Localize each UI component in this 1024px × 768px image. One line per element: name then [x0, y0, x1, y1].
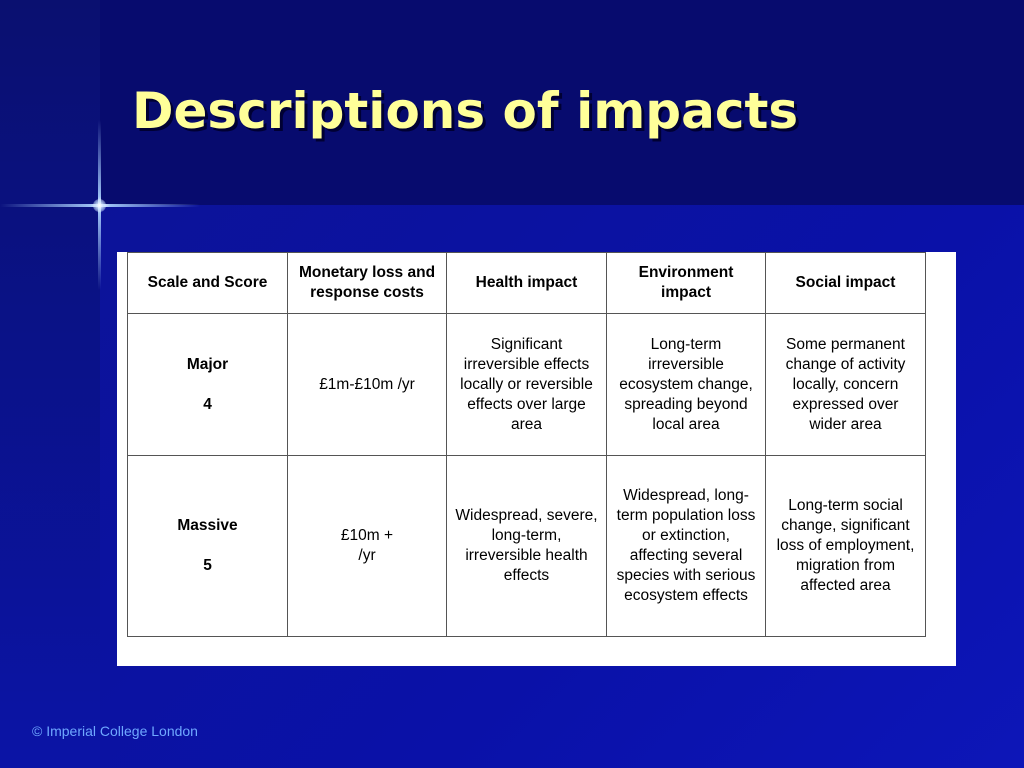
cell-health: Widespread, severe, long-term, irreversible health effects [447, 456, 607, 637]
cell-social: Long-term social change, significant loss of employment, migration from affected area [766, 456, 926, 637]
header-monetary-loss: Monetary loss and response costs [288, 253, 447, 314]
cell-health: Significant irreversible effects locally or reversible effects over large area [447, 314, 607, 456]
table-panel [117, 252, 956, 666]
table-header-row [128, 253, 926, 314]
header-environment-impact: Environment impact [607, 253, 766, 314]
score-value: 4 [203, 395, 212, 413]
header-social-impact: Social impact [766, 253, 926, 314]
table-row [128, 456, 926, 637]
cell-environment: Long-term irreversible ecosystem change, spreading beyond local area [607, 314, 766, 456]
table-row [128, 314, 926, 456]
scale-label: Massive [177, 517, 238, 534]
impacts-table [127, 252, 926, 637]
cell-environment: Widespread, long-term population loss or extinction, affecting several species with serious ecosystem effects [607, 456, 766, 637]
score-value: 5 [203, 557, 212, 574]
slide-title: Descriptions of impacts [132, 82, 799, 140]
sparkle-icon [93, 199, 106, 212]
cell-scale-score [128, 314, 288, 456]
cell-scale-score [128, 456, 288, 637]
background-left-band [0, 0, 100, 768]
cell-monetary: £1m-£10m /yr [288, 314, 447, 456]
scale-label: Major [186, 355, 229, 373]
cell-social: Some permanent change of activity locally, concern expressed over wider area [766, 314, 926, 456]
header-scale-and-score: Scale and Score [128, 253, 288, 314]
header-health-impact: Health impact [447, 253, 607, 314]
cell-monetary [288, 456, 447, 637]
copyright-footer: © Imperial College London [32, 723, 198, 739]
monetary-text: £10m + /yr [340, 527, 394, 564]
